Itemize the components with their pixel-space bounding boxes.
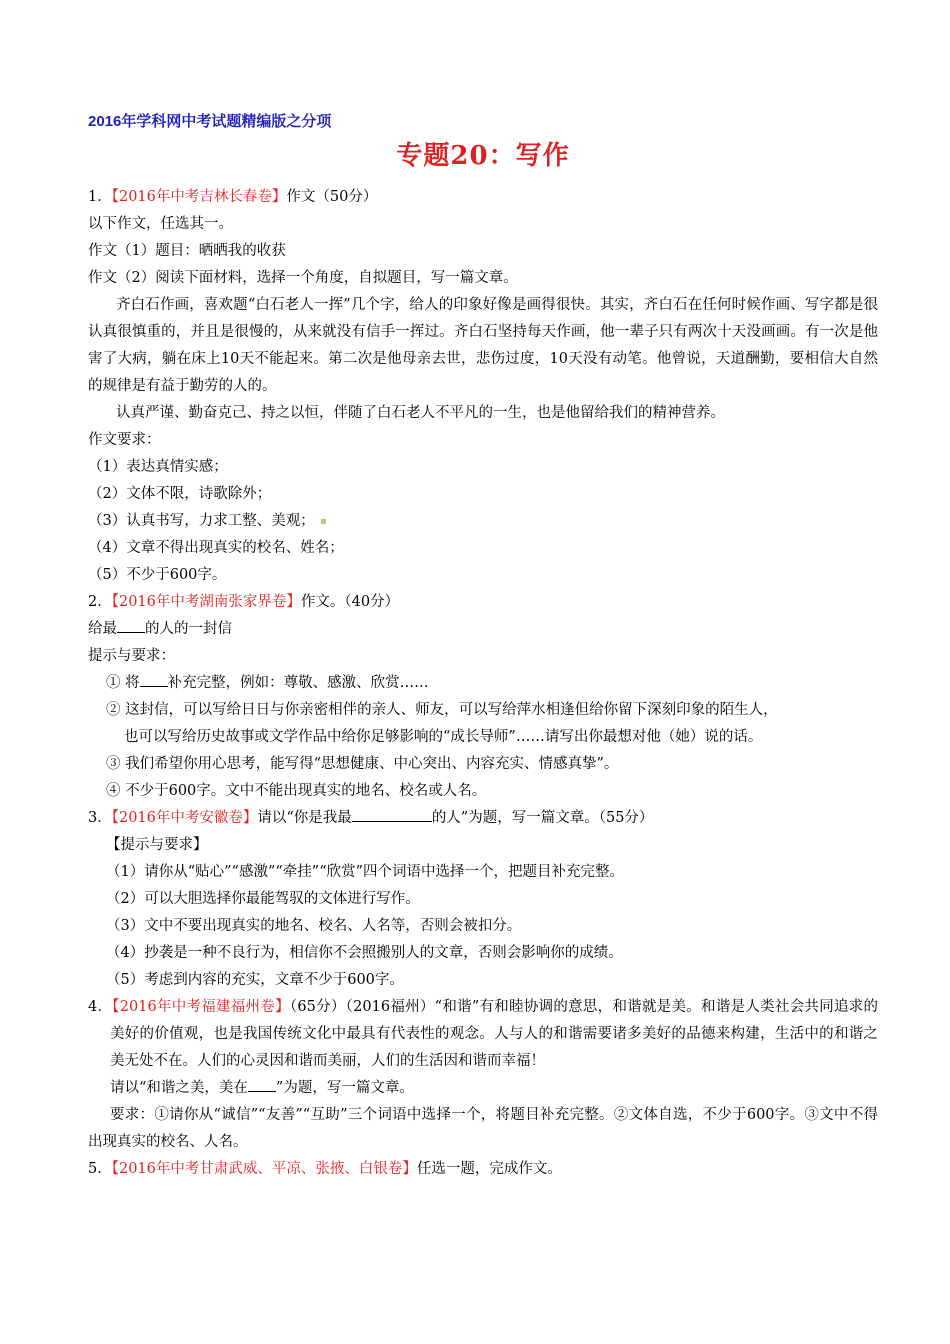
question-desc: 请以“你是我最: [257, 810, 352, 826]
question-number: 1．: [88, 189, 112, 205]
question-source: 【2016年中考福建福州卷】: [112, 999, 290, 1015]
q2-topic-part: 的人的一封信: [145, 621, 232, 637]
q2-req-part: ① 将: [106, 675, 140, 691]
q3-requirement: （1）请你从“贴心”“感激”“牵挂”“欣赏”四个词语中选择一个，把题目补充完整。: [106, 864, 625, 880]
fill-blank: [248, 1077, 276, 1092]
series-header: 2016年学科网中考试题精编版之分项: [88, 113, 332, 130]
q4-topic: [88, 1075, 878, 1102]
q2-topic-part: 给最: [88, 621, 117, 637]
q1-requirement: （5）不少于600字。: [88, 567, 227, 583]
q1-line-2: 作文（1）题目：晒晒我的收获: [88, 243, 286, 259]
q4-topic-part: 请以“和谐之美，美在: [110, 1080, 248, 1096]
q2-req-part: 补充完整，例如：尊敬、感激、欣赏……: [167, 675, 429, 691]
fill-blank: [140, 672, 168, 687]
q3-requirement: （3）文中不要出现真实的地名、校名、人名等，否则会被扣分。: [106, 918, 522, 934]
q4-requirements: 要求：①请你从“诚信”“友善”“互助”三个词语中选择一个，将题目补充完整。②文体自选，不少于600字。③文中不得出现真实的校名、人名。: [88, 1107, 878, 1150]
q4-topic-part: ”为题，写一篇文章。: [275, 1080, 414, 1096]
question-desc: 作文。（40分）: [300, 594, 400, 610]
question-1-heading: [88, 184, 878, 211]
question-5-heading: [88, 1156, 878, 1183]
question-number: 2．: [88, 594, 112, 610]
q2-requirement: ④ 不少于600字。文中不能出现真实的地名、校名或人名。: [106, 783, 487, 799]
question-source: 【2016年中考安徽卷】: [111, 810, 258, 826]
fill-blank: [117, 618, 145, 633]
q1-material-paragraph-2: 认真严谨、勤奋克己、持之以恒，伴随了白石老人不平凡的一生，也是他留给我们的精神营养。: [116, 405, 725, 421]
q3-requirement: （4）抄袭是一种不良行为，相信你不会照搬别人的文章，否则会影响你的成绩。: [106, 945, 623, 961]
q1-material-paragraph-1: 齐白石作画，喜欢题“白石老人一挥”几个字，给人的印象好像是画得很快。其实，齐白石在任何时候作画、写字都是很认真很慎重的，并且是很慢的，从来就没有信手一挥过。齐白石坚持每天作画，他一辈子只有两次十天没画画。有一次是他害了大病，躺在床上10天不能起来。第二次是他母亲去世，悲伤过度，10天没有动笔。他曾说，天道酬勤，要相信大自然的规律是有益于勤劳的人的。: [88, 297, 878, 394]
q2-requirement: ③ 我们希望你用心思考，能写得“思想健康、中心突出、内容充实、情感真挚”。: [106, 756, 619, 772]
question-source: 【2016年中考湖南张家界卷】: [111, 594, 301, 610]
q2-requirement: [88, 670, 878, 697]
question-source: 【2016年中考甘肃武威、平凉、张掖、白银卷】: [111, 1161, 417, 1177]
question-desc: 作文（50分）: [286, 189, 378, 205]
question-3-heading: [88, 805, 878, 832]
q1-requirement: （1）表达真情实感；: [88, 459, 228, 475]
q2-topic: [88, 616, 878, 643]
question-number: 5．: [88, 1161, 112, 1177]
q1-line-3: 作文（2）阅读下面材料，选择一个角度，自拟题目，写一篇文章。: [88, 270, 518, 286]
question-desc: 的人”为题，写一篇文章。（55分）: [431, 810, 654, 826]
q1-requirement-text: （3）认真书写，力求工整、美观；: [88, 513, 315, 529]
question-source: 【2016年中考吉林长春卷】: [111, 189, 287, 205]
question-number: 4．: [88, 999, 113, 1015]
page-title: 专题20：写作: [396, 141, 570, 171]
q1-requirement: （4）文章不得出现真实的校名、姓名；: [88, 540, 344, 556]
q3-requirement: （2）可以大胆选择你最能驾驭的文体进行写作。: [106, 891, 420, 907]
question-desc: （65分）（2016福州）“和谐”有和睦协调的意思，和谐就是美。和谐是人类社会共同追求的美好的价值观，也是我国传统文化中最具有代表性的观念。人与人的和谐需要诸多美好的品德来构建，生活中的和谐之美无处不在。人们的心灵因和谐而美丽，人们的生活因和谐而幸福！: [110, 999, 878, 1069]
q2-requirement-cont: 也可以写给历史故事或文学作品中给你足够影响的“成长导师”……请写出你最想对他（她）说的话。: [124, 729, 763, 745]
question-4-heading: [88, 994, 878, 1075]
q1-requirement: [88, 508, 878, 535]
q1-requirements-title: 作文要求：: [88, 432, 161, 448]
marker-dot-icon: [321, 519, 326, 524]
document-page: [88, 110, 878, 1183]
q1-line-1: 以下作文，任选其一。: [88, 216, 233, 232]
fill-blank: [352, 807, 432, 822]
q1-requirement: （2）文体不限，诗歌除外；: [88, 486, 272, 502]
q2-requirement: ② 这封信，可以写给日日与你亲密相伴的亲人、师友，可以写给萍水相逢但给你留下深刻印象的陌生人，: [106, 702, 778, 718]
question-2-heading: [88, 589, 878, 616]
q2-requirements-title: 提示与要求：: [88, 648, 175, 664]
question-number: 3．: [88, 810, 112, 826]
question-desc: 任选一题，完成作文。: [416, 1161, 562, 1177]
q3-requirements-title: 【提示与要求】: [106, 837, 208, 853]
q3-requirement: （5）考虑到内容的充实，文章不少于600字。: [106, 972, 404, 988]
